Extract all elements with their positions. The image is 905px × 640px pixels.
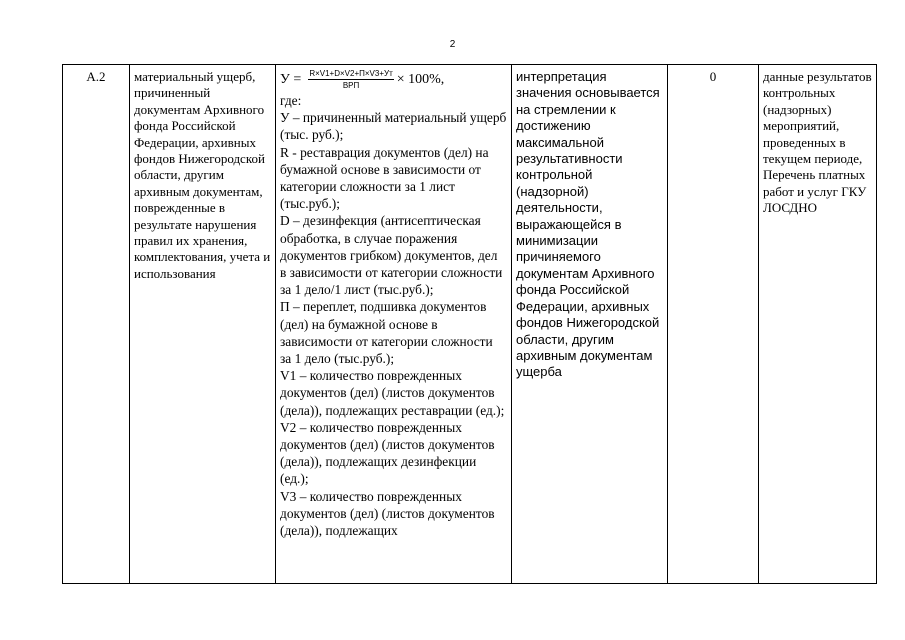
indicator-code: А.2 [63, 65, 130, 584]
formula-denominator: ВРП [342, 81, 360, 90]
definition-line: D – дезинфекция (антисептическая обработка, в случае поражения документов грибком) документов, дел в зависимости от категории сложности за 1 дело/1 лист (тыс.руб.); [280, 213, 503, 298]
definition-line: V1 – количество поврежденных документов (дел) (листов документов (дела)), подлежащих реставрации (ед.); [280, 368, 505, 418]
page-number: 2 [449, 39, 456, 50]
definition-line: V2 – количество поврежденных документов (дел) (листов документов (дела)), подлежащих дезинфекции (ед.); [280, 419, 495, 487]
definition-line: R - реставрация документов (дел) на бумажной основе в зависимости от категории сложности за 1 лист (тыс.руб.); [280, 144, 489, 212]
target-value: 0 [668, 65, 759, 584]
definition-line: V3 – количество поврежденных документов (дел) (листов документов (дела)), подлежащих [280, 488, 495, 539]
indicator-name: материальный ущерб, причиненный документам Архивного фонда Российской Федерации, архивных фондов Нижегородской области, другим архивным документам, поврежденные в результате нарушения правил их хранения, комплектования, учета и использования [130, 65, 276, 584]
formula-numerator: R×V1+D×V2+П×V3+Ут [309, 69, 393, 78]
indicator-table [62, 64, 877, 584]
formula [280, 69, 507, 91]
data-source: данные результатов контрольных (надзорных) мероприятий, проведенных в текущем периоде, Перечень платных работ и услуг ГКУ ЛОСДНО [759, 65, 877, 584]
formula-lhs: У = [280, 72, 302, 88]
definition-line: где: [280, 93, 302, 108]
definition-line: П – переплет, подшивка документов (дел) на бумажной основе в зависимости от категории сложности за 1 дело (тыс.руб.); [280, 299, 493, 367]
formula-fraction [308, 69, 393, 91]
formula-cell [276, 65, 512, 584]
formula-rhs: × 100%, [396, 72, 445, 88]
table-row [63, 65, 877, 584]
definition-line: У – причиненный материальный ущерб (тыс. руб.); [280, 110, 507, 143]
interpretation: интерпретация значения основывается на стремлении к достижению максимальной результативности контрольной (надзорной) деятельности, выражающейся в минимизации причиняемого документам Архивного фонда Российской Федерации, архивных фондов Нижегородской области, другим архивным документам ущерба [512, 65, 668, 584]
